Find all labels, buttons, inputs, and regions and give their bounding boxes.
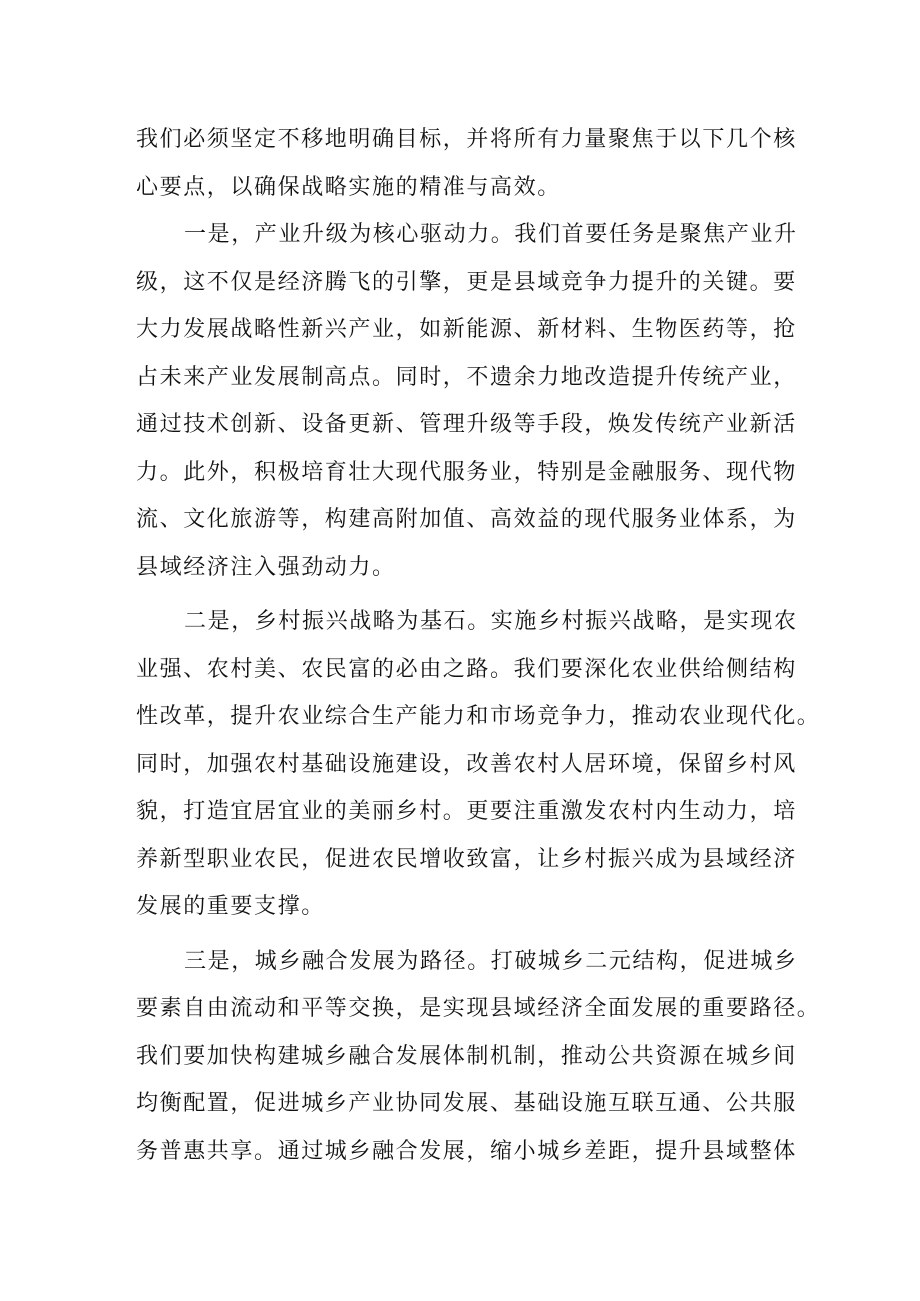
text-line: 养新型职业农民，促进农民增收致富，让乡村振兴成为县域经济 [136, 846, 797, 872]
text-line: 要素自由流动和平等交换，是实现县域经济全面发展的重要路径。 [136, 996, 821, 1021]
text-line: 我们要加快构建城乡融合发展体制机制，推动公共资源在城乡间 [136, 1043, 797, 1069]
text-line: 三是，城乡融合发展为路径。打破城乡二元结构，促进城乡 [184, 948, 798, 974]
text-line: 貌，打造宜居宜业的美丽乡村。更要注重激发农村内生动力，培 [136, 799, 797, 824]
text-line: 级，这不仅是经济腾飞的引擎，更是县域竞争力提升的关键。要 [136, 269, 797, 295]
text-line: 力。此外，积极培育壮大现代服务业，特别是金融服务、现代物 [136, 459, 797, 485]
text-line: 一是，产业升级为核心驱动力。我们首要任务是聚焦产业升 [184, 222, 798, 247]
text-line: 务普惠共享。通过城乡融合发展，缩小城乡差距，提升县域整体 [136, 1138, 797, 1164]
text-line: 发展的重要支撑。 [136, 894, 325, 919]
text-line: 我们必须坚定不移地明确目标，并将所有力量聚焦于以下几个核 [136, 127, 797, 152]
document-body [136, 116, 821, 1175]
text-line: 县域经济注入强劲动力。 [136, 554, 396, 580]
text-line: 占未来产业发展制高点。同时，不遗余力地改造提升传统产业， [136, 364, 797, 390]
text-line: 心要点，以确保战略实施的精准与高效。 [136, 174, 561, 200]
text-line: 通过技术创新、设备更新、管理升级等手段，焕发传统产业新活 [136, 412, 797, 437]
paragraph-point-3 [136, 938, 821, 1176]
text-line: 业强、农村美、农民富的必由之路。我们要深化农业供给侧结构 [136, 656, 797, 682]
paragraph-point-2 [136, 598, 821, 931]
text-line: 性改革，提升农业综合生产能力和市场竞争力，推动农业现代化。 [136, 704, 821, 729]
text-line: 同时，加强农村基础设施建设，改善农村人居环境，保留乡村风 [136, 751, 797, 777]
paragraph-point-1 [136, 211, 796, 591]
text-line: 均衡配置，促进城乡产业协同发展、基础设施互联互通、公共服 [136, 1091, 797, 1116]
text-line: 流、文化旅游等，构建高附加值、高效益的现代服务业体系，为 [136, 507, 797, 532]
text-line: 二是，乡村振兴战略为基石。实施乡村振兴战略，是实现农 [184, 609, 798, 634]
paragraph-intro [136, 116, 796, 211]
text-line: 大力发展战略性新兴产业，如新能源、新材料、生物医药等，抢 [136, 317, 797, 342]
